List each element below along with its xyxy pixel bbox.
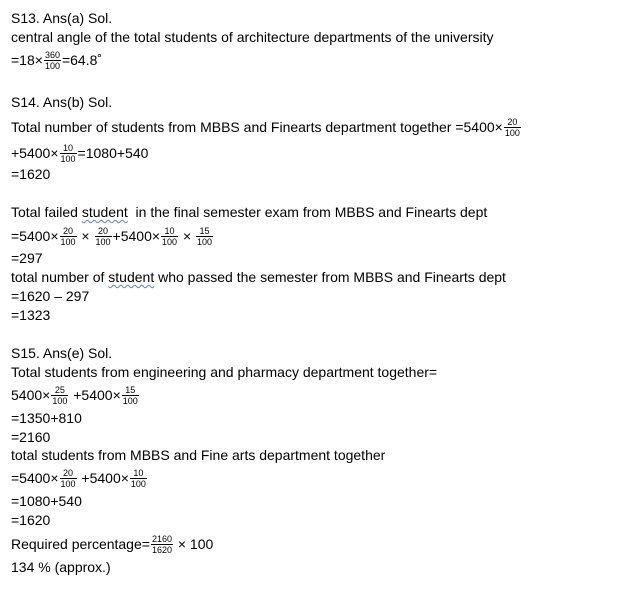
fraction: $\frac{360}{100}$ [44,50,60,71]
fraction: $\frac{20}{100}$ [95,226,111,247]
fraction: $\frac{10}{100}$ [162,226,178,247]
spellcheck-word: student [108,269,155,285]
s15-result: =1080+540 [11,493,82,509]
s14-line: total number of student who passed the semester from MBBS and Finearts dept [11,269,506,285]
s14-line: Total failed student in the final semester exam from MBBS and Finearts dept [11,204,488,220]
s14-result: =1323 [11,307,51,323]
spellcheck-word: student [81,204,128,220]
s13-equation: =18× $\frac{360}{100}$ =64.8˚ [11,50,103,71]
s15-equation: 5400× $\frac{25}{100}$ +5400× $\frac{15}{100}$ [11,385,138,406]
s15-line: Total students from engineering and pharmacy department together= [11,364,438,380]
fraction: $\frac{2160}{1620}$ [151,534,172,555]
s15-answer: 134 % (approx.) [11,559,111,575]
s14-result: =297 [11,250,43,266]
s15-equation: =5400× $\frac{20}{100}$ +5400× $\frac{10}{100}$ [11,468,146,489]
fraction: $\frac{25}{100}$ [52,385,68,406]
fraction: $\frac{20}{100}$ [60,226,76,247]
fraction: $\frac{20}{100}$ [60,468,76,489]
fraction: $\frac{10}{100}$ [60,143,76,164]
fraction: $\frac{15}{100}$ [122,385,138,406]
s14-result: =1620 – 297 [11,288,90,304]
s15-equation: Required percentage= $\frac{2160}{1620}$ × 100 [11,534,214,555]
fraction: $\frac{20}{100}$ [504,117,520,138]
s14-equation: +5400× $\frac{10}{100}$ =1080+540 [11,143,149,164]
fraction: $\frac{10}{100}$ [130,468,146,489]
s13-line: central angle of the total students of architecture departments of the university [11,29,494,45]
s14-line: Total number of students from MBBS and Finearts department together =5400× $\frac{20}{100}$ [11,117,520,138]
s15-line: total students from MBBS and Fine arts department together [11,447,386,463]
fraction: $\frac{15}{100}$ [197,226,213,247]
s15-result: =1620 [11,512,51,528]
s14-heading: S14. Ans(b) Sol. [11,94,113,110]
s15-heading: S15. Ans(e) Sol. [11,345,113,361]
s13-heading: S13. Ans(a) Sol. [11,10,113,26]
s14-equation: =5400× $\frac{20}{100}$ × $\frac{20}{100}$ +5400× $\frac{10}{100}$ × $\frac{15}{100}$ [11,226,213,247]
s15-result: =1350+810 [11,410,82,426]
s14-result: =1620 [11,166,51,182]
s15-result: =2160 [11,429,51,445]
